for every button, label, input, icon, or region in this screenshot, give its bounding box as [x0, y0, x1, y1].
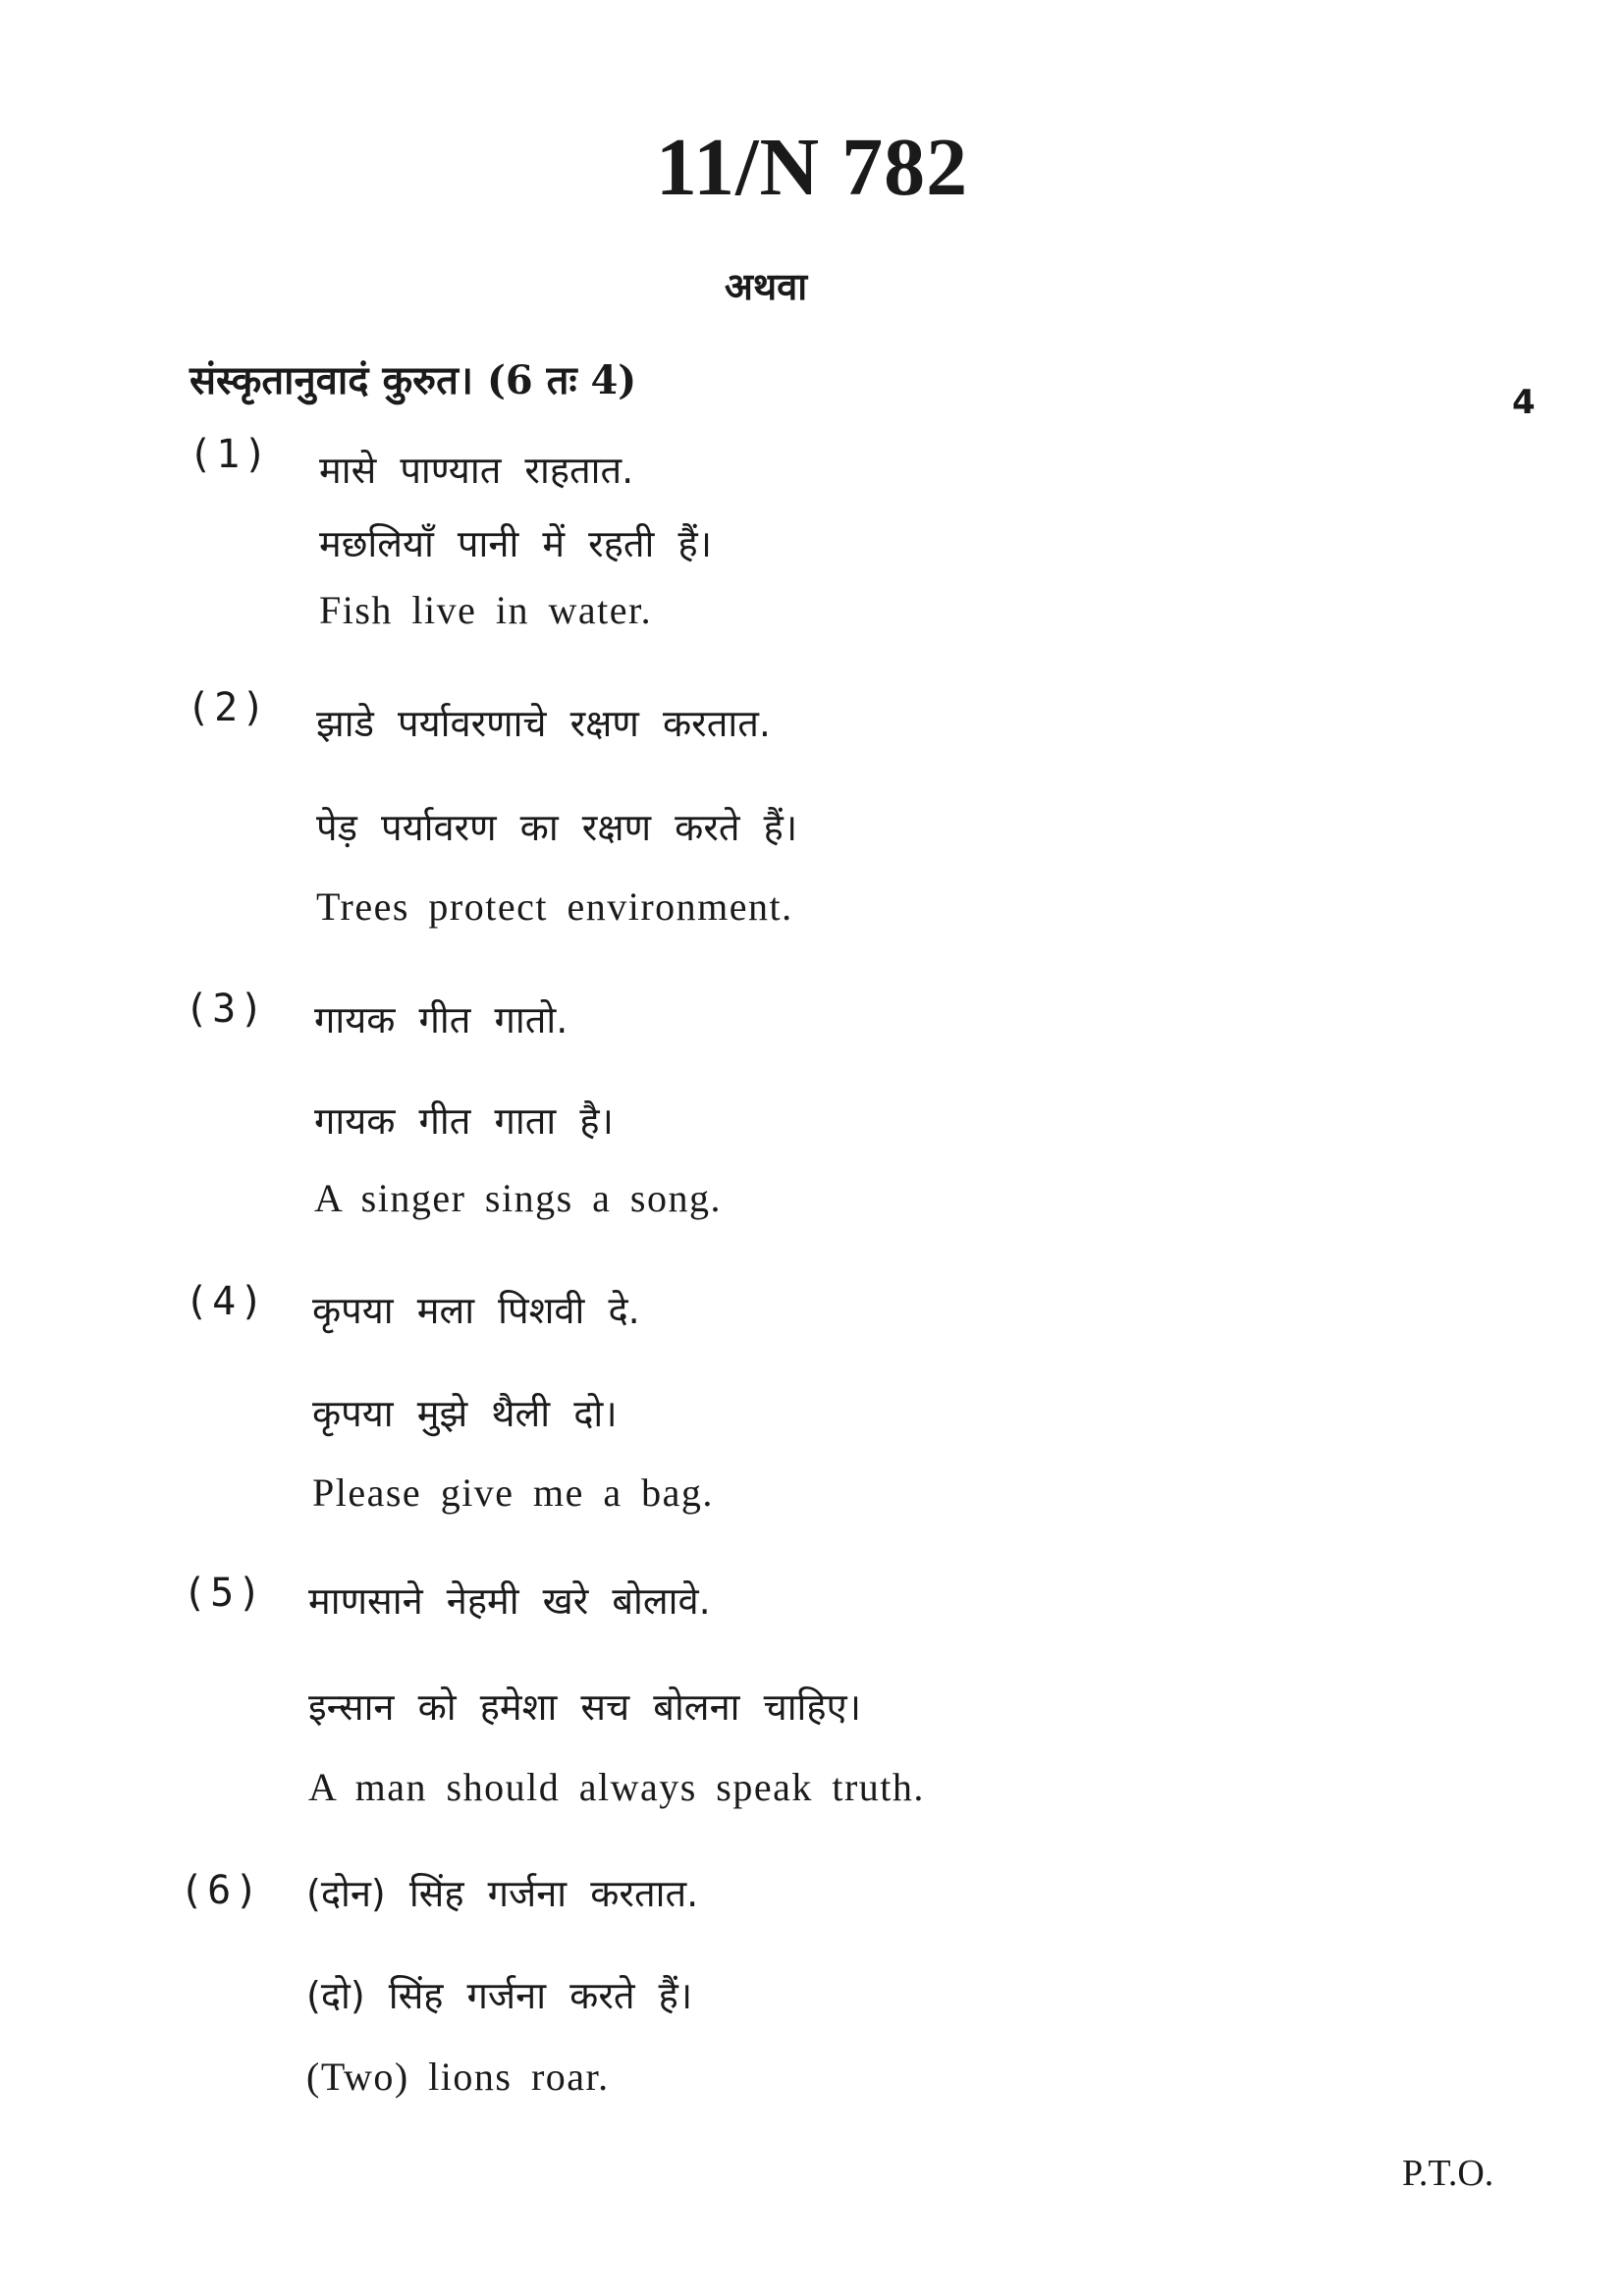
hindi-sentence: कृपया मुझे थैली दो।	[312, 1392, 618, 1435]
marks: 4	[1512, 383, 1536, 422]
english-sentence: Fish live in water.	[319, 588, 653, 632]
question-number: (6)	[180, 1868, 263, 1913]
hindi-sentence: (दो) सिंह गर्जना करते हैं।	[306, 1974, 693, 2017]
hindi-sentence: इन्सान को हमेशा सच बोलना चाहिए।	[308, 1685, 861, 1729]
marathi-sentence: झाडे पर्यावरणाचे रक्षण करतात.	[316, 702, 771, 745]
marathi-sentence: मासे पाण्यात राहतात.	[319, 449, 634, 492]
english-sentence: (Two) lions roar.	[306, 2055, 610, 2099]
marathi-sentence: गायक गीत गातो.	[314, 998, 568, 1041]
english-sentence: A singer sings a song.	[314, 1176, 722, 1220]
english-sentence: A man should always speak truth.	[308, 1765, 925, 1809]
hindi-sentence: पेड़ पर्यावरण का रक्षण करते हैं।	[316, 806, 798, 849]
english-sentence: Trees protect environment.	[316, 884, 793, 929]
question-number: (3)	[185, 987, 268, 1032]
page-turn-note: P.T.O.	[1402, 2153, 1494, 2194]
instruction: संस्कृतानुवादं कुरुत। (6 तः 4)	[189, 357, 637, 403]
marathi-sentence: कृपया मला पिशवी दे.	[312, 1289, 640, 1332]
question-number: (4)	[185, 1279, 268, 1324]
question-number: (5)	[183, 1571, 266, 1616]
hindi-sentence: गायक गीत गाता है।	[314, 1099, 614, 1143]
marathi-sentence: (दोन) सिंह गर्जना करतात.	[306, 1872, 699, 1915]
question-number: (1)	[189, 432, 272, 477]
paper-code: 11/N 782	[655, 122, 969, 213]
question-number: (2)	[187, 685, 270, 730]
or-heading: अथवा	[724, 264, 808, 308]
english-sentence: Please give me a bag.	[312, 1470, 714, 1515]
marathi-sentence: माणसाने नेहमी खरे बोलावे.	[308, 1579, 711, 1623]
hindi-sentence: मछलियाँ पानी में रहती हैं।	[319, 522, 713, 565]
